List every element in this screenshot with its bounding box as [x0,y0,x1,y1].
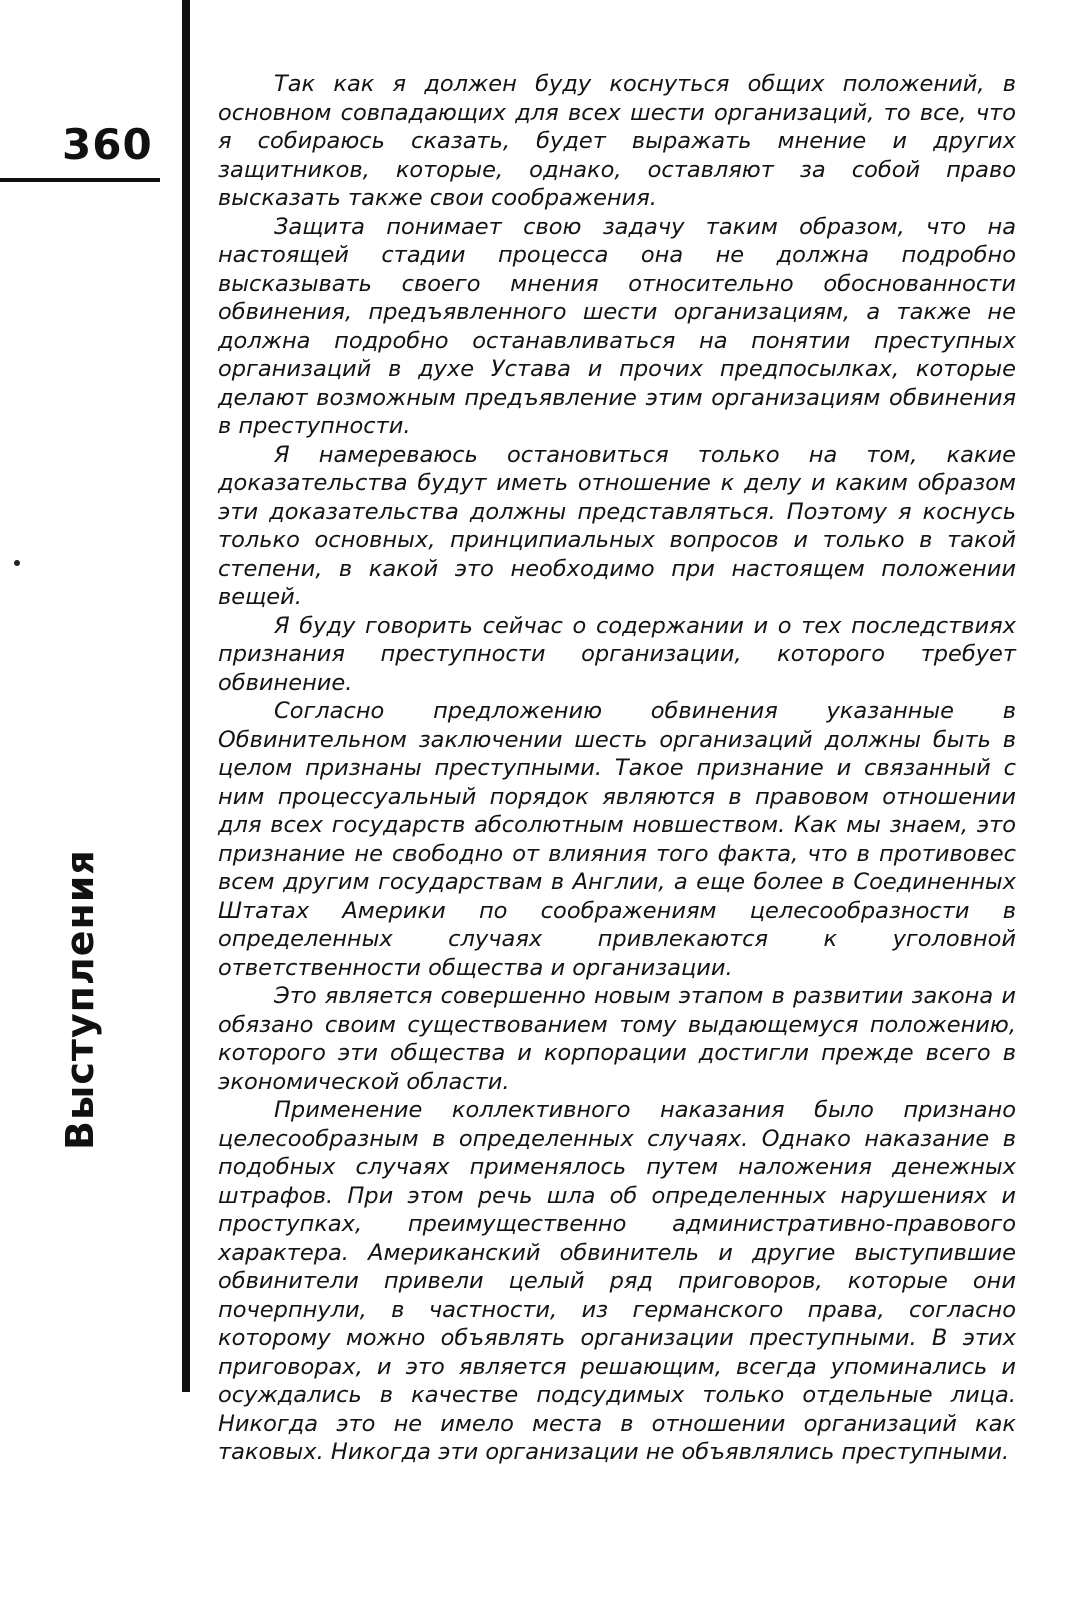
paragraph: Так как я должен буду коснуться общих положений, в основном совпадающих для всех шести организаций, то все, что я собираюсь сказать, будет выражать мнение и других защитников, которые, однако, оставляют за собой право высказать также свои соображения. [218,71,1016,211]
margin-dot [14,560,20,566]
margin-vertical-bar [182,0,190,1392]
paragraph: Я намереваюсь остановиться только на том, какие доказательства будут иметь отношение к делу и каким образом эти доказательства должны представляться. Поэтому я коснусь только основных, принципиальных вопросов и только в такой степени, в какой это необходимо при настоящем положении вещей. [218,441,1016,610]
body-text [218,70,1016,1467]
paragraph: Я буду говорить сейчас о содержании и о тех последствиях признания преступности организации, которого требует обвинение. [218,612,1016,696]
paragraph: Согласно предложению обвинения указанные в Обвинительном заключении шесть организаций должны быть в целом признаны преступными. Такое признание и связанный с ним процессуальный порядок являются в правовом отношении для всех государств абсолютным новшеством. Как мы знаем, это признание не свободно от влияния того факта, что в противовес всем другим государствам в Англии, а еще более в Соединенных Штатах Америки по соображениям целесообразности в определенных случаях привлекаются к уголовной ответственности общества и организации. [218,698,1016,981]
page-number: 360 [62,120,153,169]
paragraph: Это является совершенно новым этапом в развитии закона и обязано своим существованием тому выдающемуся положению, которого эти общества и корпорации достигли прежде всего в экономической области. [218,983,1016,1095]
paragraph: Применение коллективного наказания было признано целесообразным в определенных случаях. Однако наказание в подобных случаях применялось путем наложения денежных штрафов. При этом речь шла об определенных нарушениях и проступках, преимущественно административно-правового характера. Американский обвинитель и другие выступившие обвинители привели целый ряд приговоров, которые они почерпнули, в частности, из германского права, согласно которому можно объявлять организации преступными. В этих приговорах, и это является решающим, всегда упоминались и осуждались в качестве подсудимых только отдельные лица. Никогда это не имело места в отношении организаций как таковых. Никогда эти организации не объявлялись преступными. [218,1097,1016,1465]
running-head [58,849,102,1150]
paragraph: Защита понимает свою задачу таким образом, что на настоящей стадии процесса она не должна подробно высказывать своего мнения относительно обоснованности обвинения, предъявленного шести организациям, а также не должна подробно останавливаться на понятии преступных организаций в духе Устава и прочих предпосылках, которые делают возможным предъявление этим организациям обвинения в преступности. [218,213,1016,439]
page-number-rule [0,178,160,182]
running-head-title: Выступления [58,849,102,1150]
